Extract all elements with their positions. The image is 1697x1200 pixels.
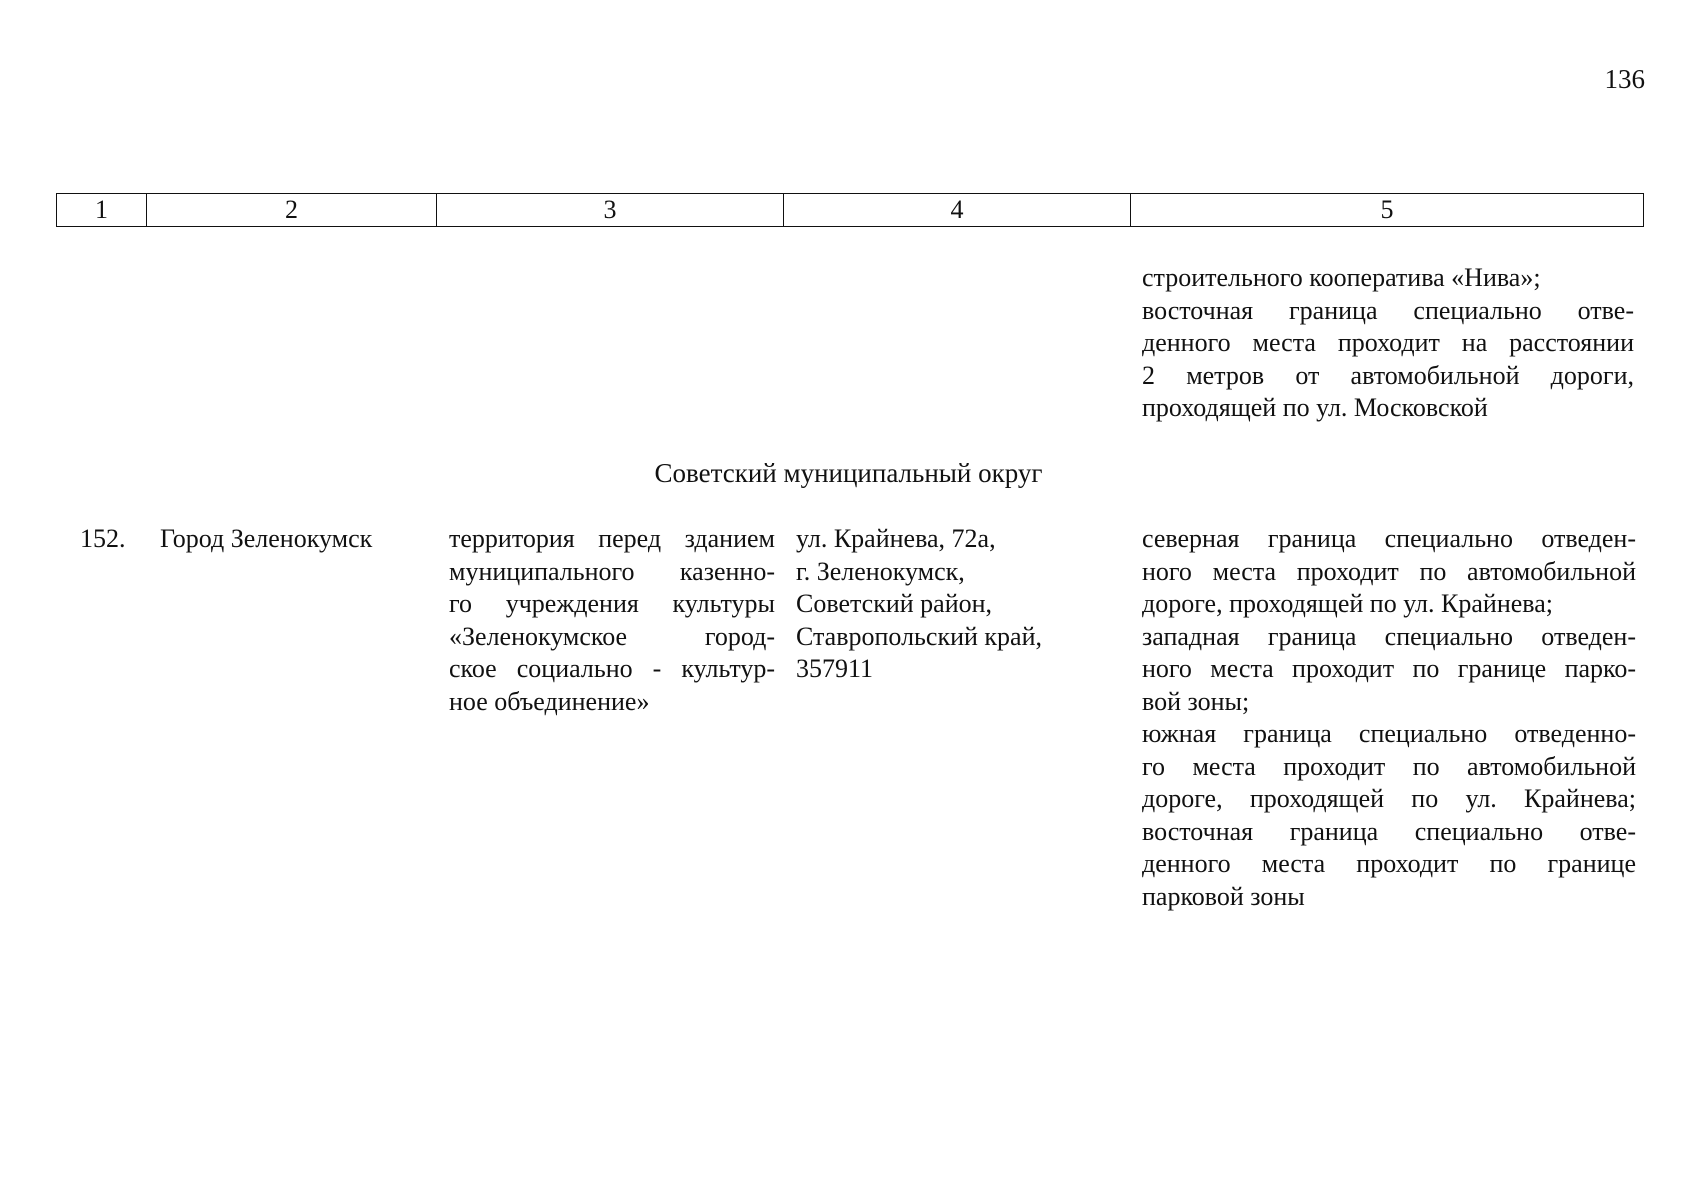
continued-boundaries-text bbox=[1142, 262, 1634, 425]
text-line: ное объединение» bbox=[449, 686, 650, 716]
text-line: го учреждения культуры bbox=[449, 589, 775, 618]
text-line: западная граница специально отведен- bbox=[1142, 621, 1636, 651]
locality-name: Город Зеленокумск bbox=[160, 524, 373, 553]
place-boundaries bbox=[1142, 523, 1636, 913]
text-line: 357911 bbox=[796, 654, 874, 683]
text-line: территория перед зданием bbox=[449, 524, 775, 553]
text-line: дороге, проходящей по ул. Крайнева; bbox=[1142, 589, 1553, 618]
text-line: Ставропольский край, bbox=[796, 621, 1042, 651]
row-number: 152. bbox=[80, 524, 126, 553]
header-col-4: 4 bbox=[784, 194, 1131, 227]
text-line: северная граница специально отведен- bbox=[1142, 524, 1636, 553]
text-line: ское социально - культур- bbox=[449, 654, 775, 683]
text-line: вой зоны; bbox=[1142, 686, 1250, 716]
text-line: восточная граница специально отве- bbox=[1142, 295, 1634, 325]
text-line: г. Зеленокумск, bbox=[796, 556, 965, 586]
text-line: Советский район, bbox=[796, 589, 993, 618]
text-line: проходящей по ул. Московской bbox=[1142, 393, 1488, 422]
column-number-header bbox=[56, 193, 1644, 227]
section-heading: Советский муниципальный округ bbox=[654, 458, 1043, 488]
text-line: 2 метров от автомобильной дороги, bbox=[1142, 360, 1634, 390]
text-line: «Зеленокумское город- bbox=[449, 621, 775, 651]
header-col-2: 2 bbox=[147, 194, 437, 227]
header-col-5: 5 bbox=[1131, 194, 1644, 227]
text-line: ного места проходит по автомобильной bbox=[1142, 556, 1636, 586]
text-line: парковой зоны bbox=[1142, 881, 1305, 911]
place-description bbox=[449, 523, 775, 718]
place-address bbox=[796, 523, 1126, 686]
text-line: строительного кооператива «Нива»; bbox=[1142, 263, 1541, 292]
text-line: дороге, проходящей по ул. Крайнева; bbox=[1142, 784, 1636, 813]
text-line: муниципального казенно- bbox=[449, 556, 775, 586]
page-number: 136 bbox=[1604, 64, 1645, 94]
header-col-3: 3 bbox=[437, 194, 784, 227]
text-line: денного места проходит по границе bbox=[1142, 849, 1636, 878]
text-line: ул. Крайнева, 72а, bbox=[796, 524, 996, 553]
text-line: южная граница специально отведенно- bbox=[1142, 719, 1636, 748]
text-line: денного места проходит на расстоянии bbox=[1142, 328, 1634, 357]
text-line: го места проходит по автомобильной bbox=[1142, 751, 1636, 781]
header-col-1: 1 bbox=[57, 194, 147, 227]
text-line: ного места проходит по границе парко- bbox=[1142, 654, 1636, 683]
header-row bbox=[57, 194, 1644, 227]
text-line: восточная граница специально отве- bbox=[1142, 816, 1636, 846]
